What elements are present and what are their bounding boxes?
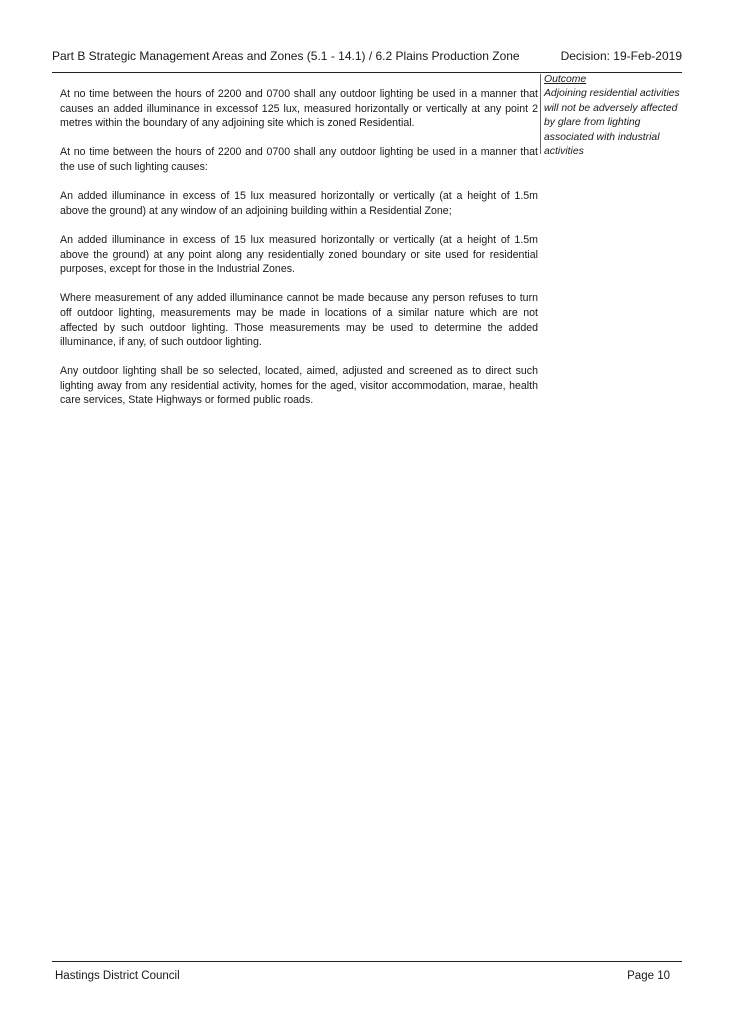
footer-rule (52, 961, 682, 962)
page-footer (55, 969, 670, 984)
paragraph-3: An added illuminance in excess of 15 lux measured horizontally or vertically (at a height of 1.5m above the ground) at any window of an adjoining building within a Residential Zone; (60, 190, 538, 217)
header-title: Part B Strategic Management Areas and Zones (5.1 - 14.1) / 6.2 Plains Production Zone (52, 49, 520, 63)
paragraph-4: An added illuminance in excess of 15 lux measured horizontally or vertically (at a height of 1.5m above the ground) at any point along any residentially zoned boundary or site used for residential purposes, except for those in the Industrial Zones. (60, 233, 538, 276)
paragraph-6: Any outdoor lighting shall be so selected, located, aimed, adjusted and screened as to direct such lighting away from any residential activity, homes for the aged, visitor accommodation, marae, health care services, State Highways or formed public roads. (60, 365, 538, 407)
paragraph-1: At no time between the hours of 2200 and 0700 shall any outdoor lighting be used in a manner that causes an added illuminance in excessof 125 lux, measured horizontally or vertically at any point 2 metres within the boundary of any adjoining site which is zoned Residential. (60, 88, 538, 130)
paragraph-2: At no time between the hours of 2200 and 0700 shall any outdoor lighting be used in a manner that the use of such lighting causes: (60, 146, 538, 173)
council-name: Hastings District Council (55, 970, 180, 982)
column-divider (540, 74, 541, 154)
outcome-text: Adjoining residential activities will not be adversely affected by glare from lighting associated with industrial activities (544, 88, 680, 158)
page-header (52, 48, 682, 64)
paragraph-5: Where measurement of any added illuminance cannot be made because any person refuses to turn off outdoor lighting, measurements may be made in locations of a similar nature which are not affected by such outdoor lighting. Those measurements may be used to determine the added illuminance, if any, of such outdoor lighting. (60, 292, 538, 349)
outcome-title: Outcome (544, 74, 587, 85)
rule-text (60, 87, 538, 423)
decision-date: Decision: 19-Feb-2019 (560, 49, 682, 63)
outcome-column (544, 73, 684, 159)
page-number: Page 10 (627, 970, 670, 982)
